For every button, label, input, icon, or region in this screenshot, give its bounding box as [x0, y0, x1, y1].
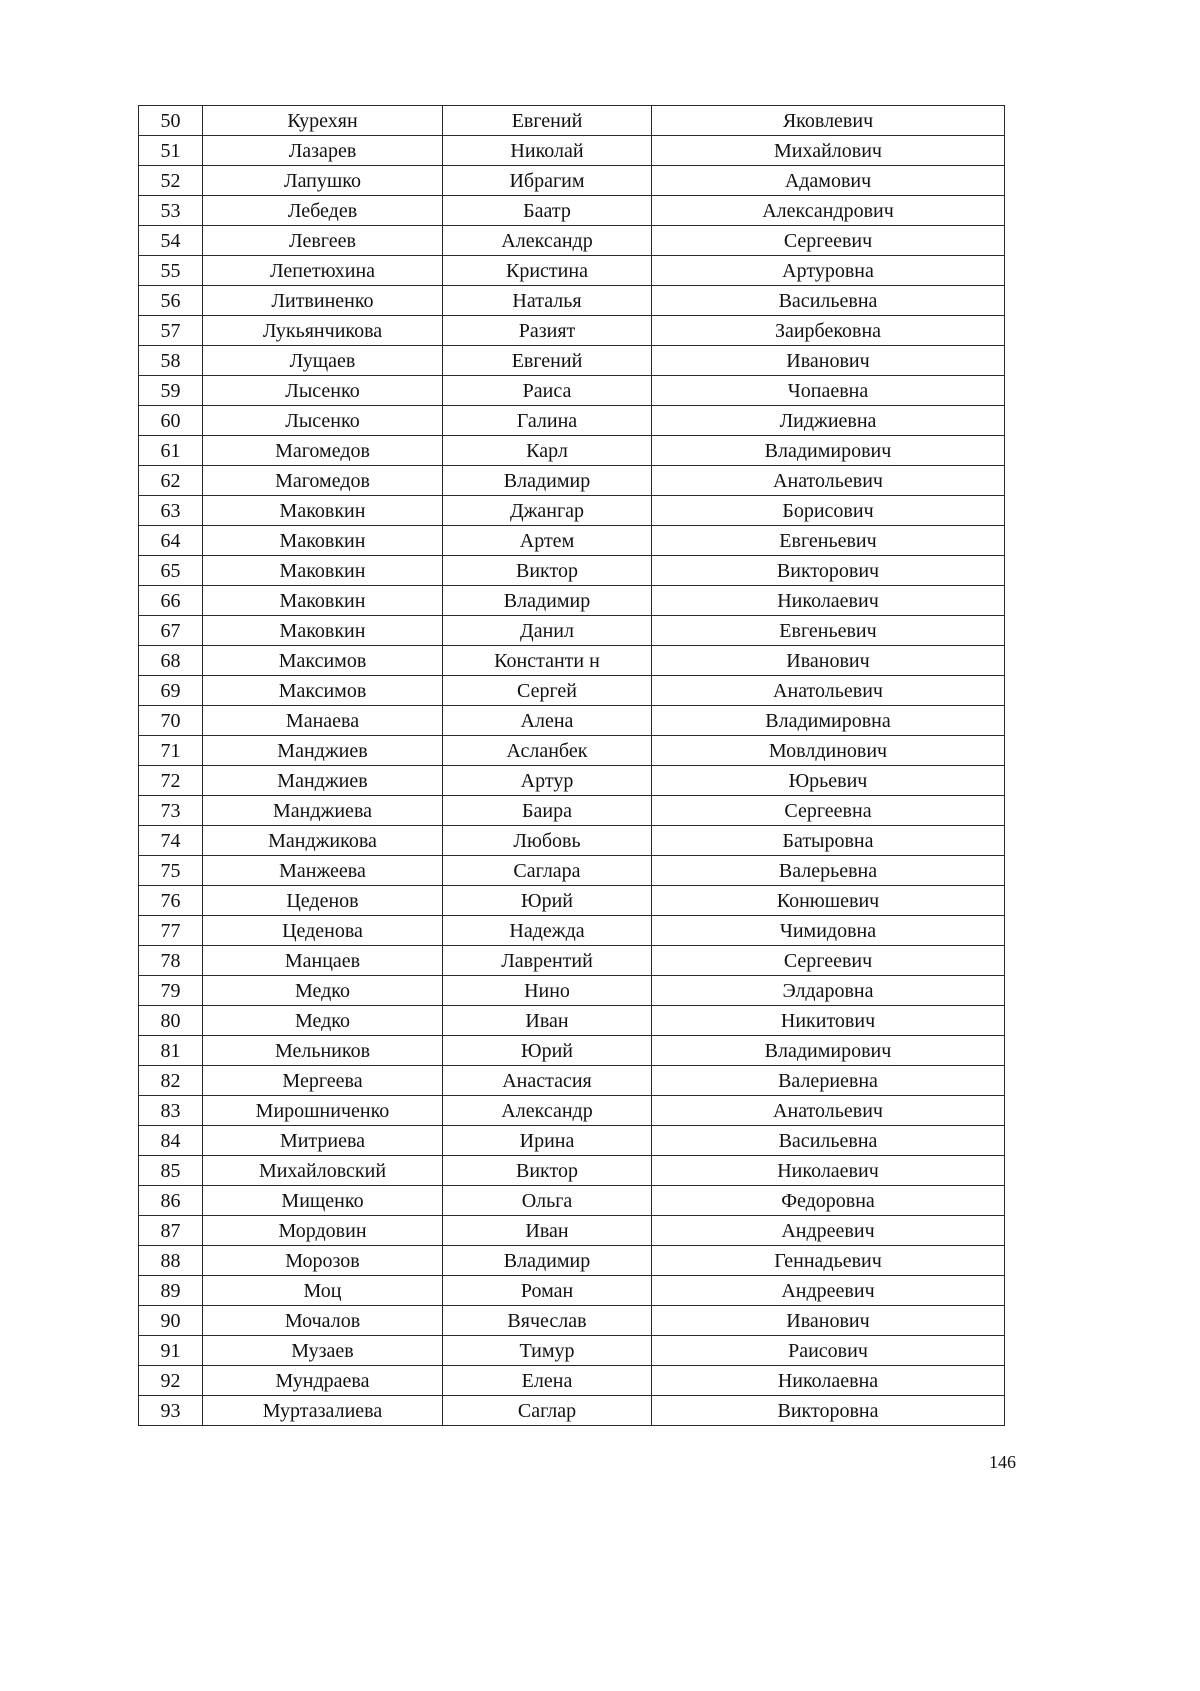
row-number-cell: 58 [139, 346, 203, 376]
patronymic-cell: Михайлович [652, 136, 1005, 166]
table-row [139, 136, 1005, 166]
row-number-cell: 56 [139, 286, 203, 316]
first-name-cell: Асланбек [443, 736, 652, 766]
surname-cell: Митриева [203, 1126, 443, 1156]
row-number-cell: 66 [139, 586, 203, 616]
row-number-cell: 60 [139, 406, 203, 436]
first-name-cell: Виктор [443, 556, 652, 586]
table-row [139, 1036, 1005, 1066]
row-number-cell: 71 [139, 736, 203, 766]
surname-cell: Максимов [203, 676, 443, 706]
table-row [139, 1126, 1005, 1156]
row-number-cell: 51 [139, 136, 203, 166]
surname-cell: Медко [203, 1006, 443, 1036]
surname-cell: Лапушко [203, 166, 443, 196]
names-table [138, 105, 1005, 1426]
table-row [139, 316, 1005, 346]
first-name-cell: Разият [443, 316, 652, 346]
first-name-cell: Александр [443, 226, 652, 256]
surname-cell: Манджиев [203, 766, 443, 796]
surname-cell: Мергеева [203, 1066, 443, 1096]
surname-cell: Мельников [203, 1036, 443, 1066]
row-number-cell: 77 [139, 916, 203, 946]
row-number-cell: 67 [139, 616, 203, 646]
surname-cell: Мищенко [203, 1186, 443, 1216]
table-row [139, 226, 1005, 256]
row-number-cell: 79 [139, 976, 203, 1006]
row-number-cell: 72 [139, 766, 203, 796]
patronymic-cell: Николаевич [652, 1156, 1005, 1186]
table-row [139, 1096, 1005, 1126]
surname-cell: Мордовин [203, 1216, 443, 1246]
surname-cell: Музаев [203, 1336, 443, 1366]
row-number-cell: 81 [139, 1036, 203, 1066]
surname-cell: Курехян [203, 106, 443, 136]
row-number-cell: 69 [139, 676, 203, 706]
patronymic-cell: Батыровна [652, 826, 1005, 856]
first-name-cell: Евгений [443, 346, 652, 376]
table-row [139, 826, 1005, 856]
table-row [139, 766, 1005, 796]
first-name-cell: Тимур [443, 1336, 652, 1366]
surname-cell: Лысенко [203, 376, 443, 406]
patronymic-cell: Васильевна [652, 286, 1005, 316]
row-number-cell: 80 [139, 1006, 203, 1036]
first-name-cell: Владимир [443, 586, 652, 616]
patronymic-cell: Викторович [652, 556, 1005, 586]
surname-cell: Муртазалиева [203, 1396, 443, 1426]
table-row [139, 256, 1005, 286]
table-row [139, 1396, 1005, 1426]
table-row [139, 1366, 1005, 1396]
table-row [139, 946, 1005, 976]
first-name-cell: Елена [443, 1366, 652, 1396]
surname-cell: Манжеева [203, 856, 443, 886]
table-row [139, 106, 1005, 136]
table-row [139, 1186, 1005, 1216]
first-name-cell: Виктор [443, 1156, 652, 1186]
patronymic-cell: Николаевна [652, 1366, 1005, 1396]
row-number-cell: 82 [139, 1066, 203, 1096]
surname-cell: Лущаев [203, 346, 443, 376]
surname-cell: Маковкин [203, 586, 443, 616]
table-row [139, 856, 1005, 886]
first-name-cell: Баира [443, 796, 652, 826]
row-number-cell: 83 [139, 1096, 203, 1126]
table-row [139, 1216, 1005, 1246]
table-row [139, 616, 1005, 646]
surname-cell: Манаева [203, 706, 443, 736]
patronymic-cell: Анатольевич [652, 1096, 1005, 1126]
surname-cell: Морозов [203, 1246, 443, 1276]
patronymic-cell: Сергеевна [652, 796, 1005, 826]
surname-cell: Маковкин [203, 526, 443, 556]
first-name-cell: Ирина [443, 1126, 652, 1156]
row-number-cell: 68 [139, 646, 203, 676]
patronymic-cell: Иванович [652, 346, 1005, 376]
table-row [139, 376, 1005, 406]
row-number-cell: 92 [139, 1366, 203, 1396]
surname-cell: Литвиненко [203, 286, 443, 316]
surname-cell: Магомедов [203, 436, 443, 466]
table-row [139, 1306, 1005, 1336]
first-name-cell: Ольга [443, 1186, 652, 1216]
table-row [139, 436, 1005, 466]
table-row [139, 496, 1005, 526]
table-row [139, 736, 1005, 766]
patronymic-cell: Элдаровна [652, 976, 1005, 1006]
patronymic-cell: Валериевна [652, 1066, 1005, 1096]
patronymic-cell: Евгеньевич [652, 616, 1005, 646]
patronymic-cell: Анатольевич [652, 466, 1005, 496]
row-number-cell: 75 [139, 856, 203, 886]
patronymic-cell: Владимировна [652, 706, 1005, 736]
patronymic-cell: Яковлевич [652, 106, 1005, 136]
first-name-cell: Артур [443, 766, 652, 796]
first-name-cell: Саглара [443, 856, 652, 886]
patronymic-cell: Конюшевич [652, 886, 1005, 916]
table-row [139, 1336, 1005, 1366]
patronymic-cell: Федоровна [652, 1186, 1005, 1216]
row-number-cell: 55 [139, 256, 203, 286]
table-row [139, 1276, 1005, 1306]
row-number-cell: 84 [139, 1126, 203, 1156]
row-number-cell: 59 [139, 376, 203, 406]
surname-cell: Лазарев [203, 136, 443, 166]
table-row [139, 586, 1005, 616]
table-row [139, 526, 1005, 556]
patronymic-cell: Васильевна [652, 1126, 1005, 1156]
patronymic-cell: Владимирович [652, 436, 1005, 466]
table-row [139, 346, 1005, 376]
table-row [139, 466, 1005, 496]
surname-cell: Манджиев [203, 736, 443, 766]
surname-cell: Мундраева [203, 1366, 443, 1396]
surname-cell: Цеденова [203, 916, 443, 946]
row-number-cell: 54 [139, 226, 203, 256]
first-name-cell: Иван [443, 1006, 652, 1036]
row-number-cell: 61 [139, 436, 203, 466]
first-name-cell: Карл [443, 436, 652, 466]
row-number-cell: 86 [139, 1186, 203, 1216]
first-name-cell: Анастасия [443, 1066, 652, 1096]
row-number-cell: 76 [139, 886, 203, 916]
surname-cell: Маковкин [203, 616, 443, 646]
row-number-cell: 90 [139, 1306, 203, 1336]
row-number-cell: 78 [139, 946, 203, 976]
table-row [139, 886, 1005, 916]
patronymic-cell: Адамович [652, 166, 1005, 196]
first-name-cell: Баатр [443, 196, 652, 226]
first-name-cell: Надежда [443, 916, 652, 946]
patronymic-cell: Андреевич [652, 1216, 1005, 1246]
first-name-cell: Евгений [443, 106, 652, 136]
patronymic-cell: Мовлдинович [652, 736, 1005, 766]
first-name-cell: Саглар [443, 1396, 652, 1426]
surname-cell: Манцаев [203, 946, 443, 976]
surname-cell: Манджикова [203, 826, 443, 856]
table-row [139, 706, 1005, 736]
names-table-body [139, 106, 1005, 1426]
patronymic-cell: Иванович [652, 1306, 1005, 1336]
table-row [139, 1066, 1005, 1096]
surname-cell: Мочалов [203, 1306, 443, 1336]
surname-cell: Мирошниченко [203, 1096, 443, 1126]
row-number-cell: 62 [139, 466, 203, 496]
patronymic-cell: Иванович [652, 646, 1005, 676]
surname-cell: Медко [203, 976, 443, 1006]
patronymic-cell: Заирбековна [652, 316, 1005, 346]
table-row [139, 196, 1005, 226]
first-name-cell: Роман [443, 1276, 652, 1306]
row-number-cell: 63 [139, 496, 203, 526]
first-name-cell: Алена [443, 706, 652, 736]
table-row [139, 406, 1005, 436]
surname-cell: Лепетюхина [203, 256, 443, 286]
first-name-cell: Юрий [443, 886, 652, 916]
row-number-cell: 73 [139, 796, 203, 826]
first-name-cell: Владимир [443, 1246, 652, 1276]
surname-cell: Максимов [203, 646, 443, 676]
surname-cell: Лукьянчикова [203, 316, 443, 346]
patronymic-cell: Юрьевич [652, 766, 1005, 796]
surname-cell: Манджиева [203, 796, 443, 826]
row-number-cell: 74 [139, 826, 203, 856]
row-number-cell: 53 [139, 196, 203, 226]
first-name-cell: Джангар [443, 496, 652, 526]
surname-cell: Маковкин [203, 556, 443, 586]
row-number-cell: 93 [139, 1396, 203, 1426]
patronymic-cell: Анатольевич [652, 676, 1005, 706]
patronymic-cell: Евгеньевич [652, 526, 1005, 556]
patronymic-cell: Сергеевич [652, 946, 1005, 976]
surname-cell: Лебедев [203, 196, 443, 226]
first-name-cell: Иван [443, 1216, 652, 1246]
patronymic-cell: Артуровна [652, 256, 1005, 286]
patronymic-cell: Раисович [652, 1336, 1005, 1366]
patronymic-cell: Чопаевна [652, 376, 1005, 406]
row-number-cell: 52 [139, 166, 203, 196]
first-name-cell: Александр [443, 1096, 652, 1126]
first-name-cell: Владимир [443, 466, 652, 496]
patronymic-cell: Никитович [652, 1006, 1005, 1036]
first-name-cell: Наталья [443, 286, 652, 316]
first-name-cell: Ибрагим [443, 166, 652, 196]
first-name-cell: Константи н [443, 646, 652, 676]
patronymic-cell: Николаевич [652, 586, 1005, 616]
patronymic-cell: Борисович [652, 496, 1005, 526]
surname-cell: Левгеев [203, 226, 443, 256]
first-name-cell: Кристина [443, 256, 652, 286]
row-number-cell: 87 [139, 1216, 203, 1246]
row-number-cell: 88 [139, 1246, 203, 1276]
patronymic-cell: Сергеевич [652, 226, 1005, 256]
surname-cell: Магомедов [203, 466, 443, 496]
first-name-cell: Николай [443, 136, 652, 166]
first-name-cell: Артем [443, 526, 652, 556]
patronymic-cell: Валерьевна [652, 856, 1005, 886]
surname-cell: Цеденов [203, 886, 443, 916]
patronymic-cell: Александрович [652, 196, 1005, 226]
table-row [139, 1156, 1005, 1186]
first-name-cell: Данил [443, 616, 652, 646]
patronymic-cell: Владимирович [652, 1036, 1005, 1066]
row-number-cell: 91 [139, 1336, 203, 1366]
patronymic-cell: Геннадьевич [652, 1246, 1005, 1276]
table-row [139, 1246, 1005, 1276]
row-number-cell: 64 [139, 526, 203, 556]
patronymic-cell: Чимидовна [652, 916, 1005, 946]
first-name-cell: Нино [443, 976, 652, 1006]
surname-cell: Моц [203, 1276, 443, 1306]
patronymic-cell: Андреевич [652, 1276, 1005, 1306]
first-name-cell: Вячеслав [443, 1306, 652, 1336]
row-number-cell: 57 [139, 316, 203, 346]
patronymic-cell: Викторовна [652, 1396, 1005, 1426]
row-number-cell: 89 [139, 1276, 203, 1306]
table-row [139, 916, 1005, 946]
table-row [139, 676, 1005, 706]
row-number-cell: 50 [139, 106, 203, 136]
table-row [139, 646, 1005, 676]
table-row [139, 976, 1005, 1006]
surname-cell: Михайловский [203, 1156, 443, 1186]
row-number-cell: 70 [139, 706, 203, 736]
table-row [139, 1006, 1005, 1036]
surname-cell: Маковкин [203, 496, 443, 526]
surname-cell: Лысенко [203, 406, 443, 436]
row-number-cell: 85 [139, 1156, 203, 1186]
table-row [139, 796, 1005, 826]
first-name-cell: Юрий [443, 1036, 652, 1066]
row-number-cell: 65 [139, 556, 203, 586]
table-row [139, 556, 1005, 586]
page-number: 146 [989, 1452, 1016, 1472]
first-name-cell: Раиса [443, 376, 652, 406]
first-name-cell: Галина [443, 406, 652, 436]
table-row [139, 166, 1005, 196]
first-name-cell: Сергей [443, 676, 652, 706]
first-name-cell: Лаврентий [443, 946, 652, 976]
table-row [139, 286, 1005, 316]
patronymic-cell: Лиджиевна [652, 406, 1005, 436]
first-name-cell: Любовь [443, 826, 652, 856]
